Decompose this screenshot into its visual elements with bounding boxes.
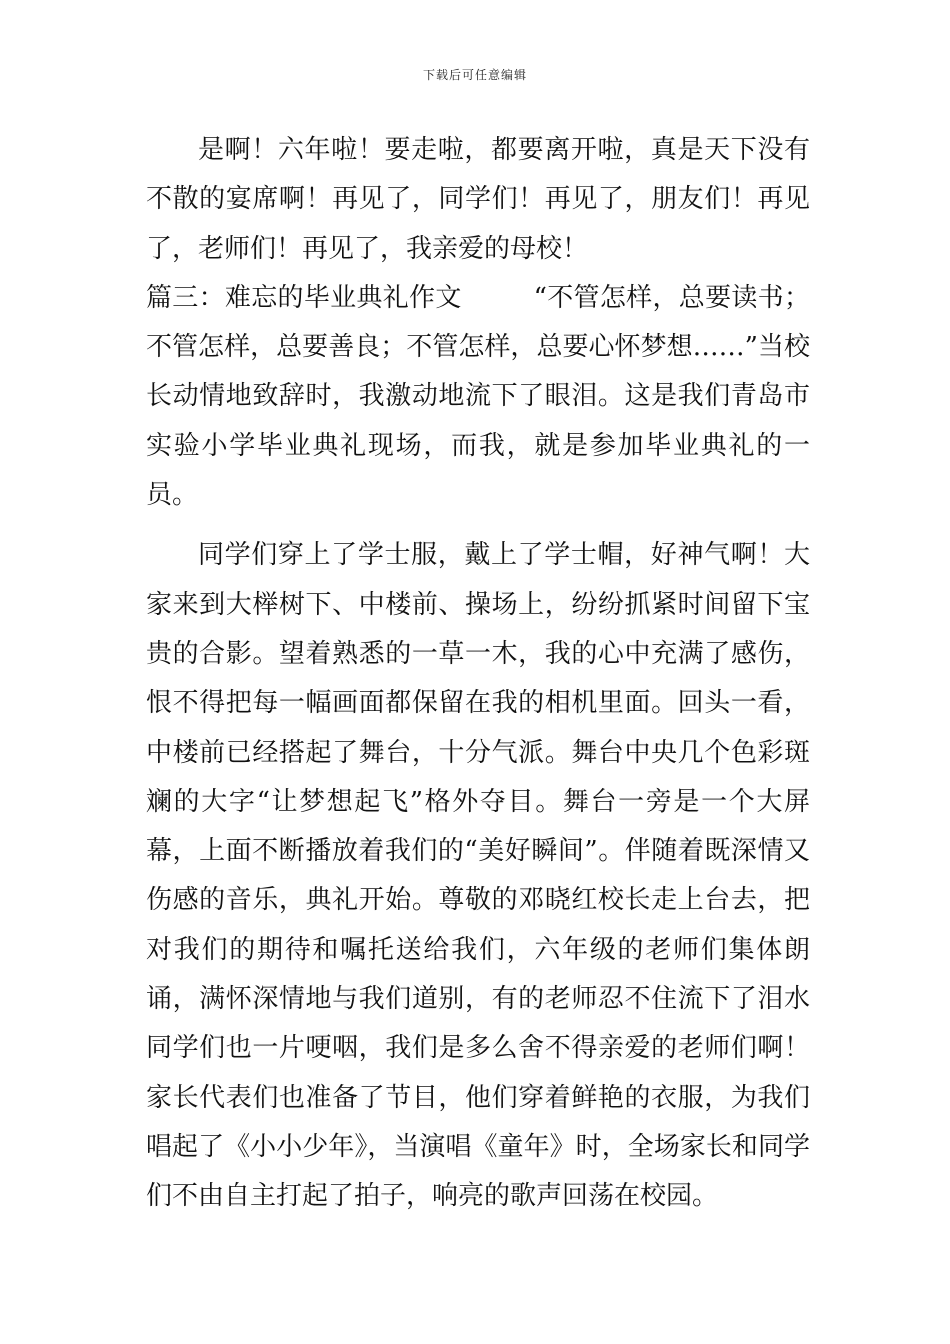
paragraph-ceremony: 同学们穿上了学士服，戴上了学士帽，好神气啊！大家来到大榉树下、中楼前、操场上，纷纷抓紧时间留下宝贵的合影。望着熟悉的一草一木，我的心中充满了感伤，恨不得把每一幅画面都保留在我的相机里面。回头一看，中楼前已经搭起了舞台，十分气派。舞台中央几个色彩斑斓的大字“让梦想起飞”格外夺目。舞台一旁是一个大屏幕，上面不断播放着我们的“美好瞬间”。伴随着既深情又伤感的音乐，典礼开始。尊敬的邓晓红校长走上台去，把对我们的期待和嘱托送给我们，六年级的老师们集体朗诵，满怀深情地与我们道别，有的老师忍不住流下了泪水同学们也一片哽咽，我们是多么舍不得亲爱的老师们啊！家长代表们也准备了节目，他们穿着鲜艳的衣服，为我们唱起了《小小少年》，当演唱《童年》时，全场家长和同学们不由自主打起了拍子，响亮的歌声回荡在校园。 (146, 540, 810, 1212)
paragraph-farewell: 是啊！六年啦！要走啦，都要离开啦，真是天下没有不散的宴席啊！再见了，同学们！再见了，朋友们！再见了，老师们！再见了，我亲爱的母校！ (146, 135, 810, 264)
essay-heading: 篇三：难忘的毕业典礼作文 (146, 282, 462, 313)
page-header: 下载后可任意编辑 (422, 68, 527, 82)
essay-intro-text: “不管怎样，总要读书；不管怎样，总要善良；不管怎样，总要心怀梦想……”当校长动情地致辞时，我激动地流下了眼泪。这是我们青岛市实验小学毕业典礼现场，而我，就是参加毕业典礼的一员。 (146, 282, 810, 511)
document-body (146, 126, 810, 1222)
paragraph-essay-three (146, 274, 810, 520)
